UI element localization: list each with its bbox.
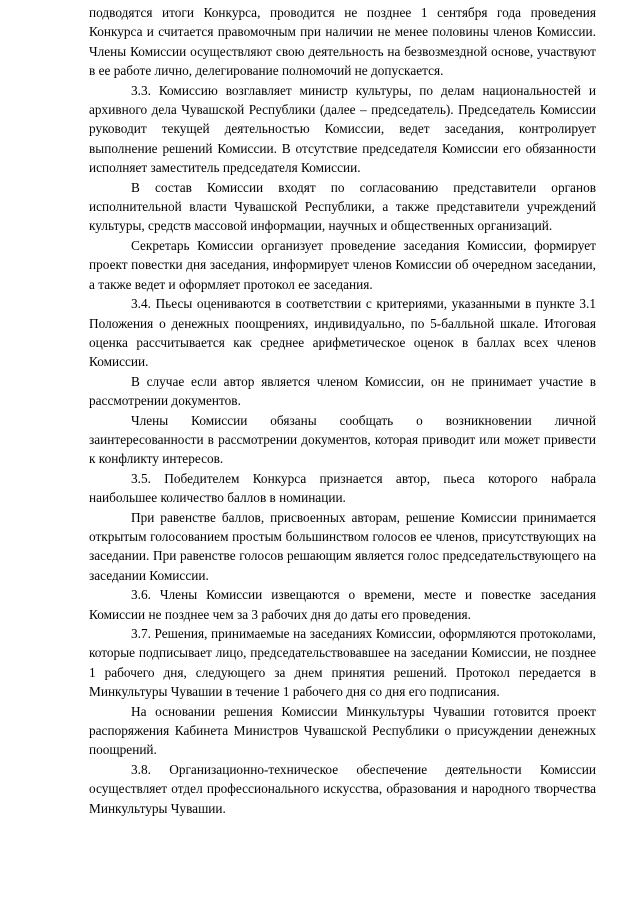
paragraph-author-member: В случае если автор является членом Комиссии, он не принимает участие в рассмотрении документов. xyxy=(89,373,596,409)
paragraph-3-8-support: 3.8. Организационно-техническое обеспечение деятельности Комиссии осуществляет отдел профессионального искусства, образования и народного творчества Минкультуры Чувашии. xyxy=(89,761,596,816)
paragraph-results-intro: подводятся итоги Конкурса, проводится не позднее 1 сентября года проведения Конкурса и считается правомочным при наличии не менее половины членов Комиссии. Члены Комиссии осуществляют свою деятельность на безвозмездной основе, участвуют в ее работе лично, делегирование полномочий не допускается. xyxy=(89,5,596,79)
paragraph-commission-composition: В состав Комиссии входят по согласованию представители органов исполнительной власти Чувашской Республики, а также представители учреждений культуры, средств массовой информации, научных и общественных организаций. xyxy=(89,179,596,234)
paragraph-3-7-decisions: 3.7. Решения, принимаемые на заседаниях Комиссии, оформляются протоколами, которые подписывает лицо, председательствовавшее на заседании Комиссии, не позднее 1 рабочего дня, следующего за днем принятия решений. Протокол передается в Минкультуры Чувашии в течение 1 рабочего дня со дня его подписания. xyxy=(89,626,596,700)
paragraph-conflict-of-interest: Члены Комиссии обязаны сообщать о возникновении личной заинтересованности в рассмотрении документов, которая приводит или может привести к конфликту интересов. xyxy=(89,412,596,467)
paragraph-secretary: Секретарь Комиссии организует проведение заседания Комиссии, формирует проект повестки дня заседания, информирует членов Комиссии об очередном заседании, а также ведет и оформляет протокол ее заседания. xyxy=(89,237,596,292)
paragraph-3-6-notice: 3.6. Члены Комиссии извещаются о времени, месте и повестке заседания Комиссии не позднее чем за 3 рабочих дня до даты его проведения. xyxy=(89,587,596,622)
paragraph-order-draft: На основании решения Комиссии Минкультуры Чувашии готовится проект распоряжения Кабинета Министров Чувашской Республики о присуждении денежных поощрений. xyxy=(89,703,596,758)
paragraph-tie-vote: При равенстве баллов, присвоенных авторам, решение Комиссии принимается открытым голосованием простым большинством голосов ее членов, присутствующих на заседании. При равенстве голосов решающим является голос председательствующего на заседании Комиссии. xyxy=(89,509,596,583)
paragraph-3-3-chair: 3.3. Комиссию возглавляет министр культуры, по делам национальностей и архивного дела Чувашской Республики (далее – председатель). Председатель Комиссии руководит текущей деятельностью Комиссии, ведет заседания, контролирует выполнение решений Комиссии. В отсутствие председателя Комиссии его обязанности исполняет заместитель председателя Комиссии. xyxy=(89,82,596,176)
paragraph-3-4-evaluation: 3.4. Пьесы оцениваются в соответствии с критериями, указанными в пункте 3.1 Положения о денежных поощрениях, индивидуально, по 5-балльной шкале. Итоговая оценка рассчитывается как среднее арифметическое оценок в баллах всех членов Комиссии. xyxy=(89,296,596,370)
paragraph-3-5-winner: 3.5. Победителем Конкурса признается автор, пьеса которого набрала наибольшее количество баллов в номинации. xyxy=(89,470,596,506)
